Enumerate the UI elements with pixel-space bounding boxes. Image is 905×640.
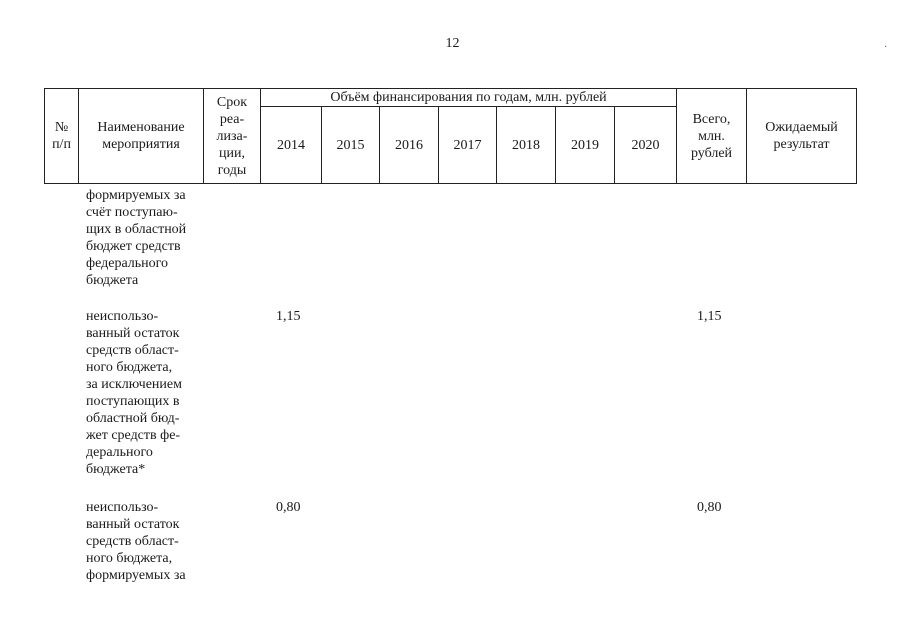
- row-3-value-2014: 0,80: [276, 500, 301, 515]
- header-year-2018: 2018: [497, 107, 556, 184]
- row-3-name: неиспользо- ванный остаток средств област- ного бюджета, формируемых за: [86, 500, 186, 583]
- scan-speck: ·: [884, 42, 888, 53]
- header-year-2017: 2017: [439, 107, 497, 184]
- row-2-value-2014: 1,15: [276, 309, 301, 324]
- row-2-total: 1,15: [697, 309, 722, 324]
- header-num: № п/п: [45, 89, 79, 184]
- page-number: 12: [445, 36, 460, 51]
- header-result: Ожидаемый результат: [747, 89, 857, 184]
- row-3-total: 0,80: [697, 500, 722, 515]
- row-2-name: неиспользо- ванный остаток средств област- ного бюджета, за исключением поступающих в областной бюд- жет средств фе- дерального бюджета*: [86, 309, 182, 477]
- header-year-2020: 2020: [615, 107, 677, 184]
- header-financing: Объём финансирования по годам, млн. рублей: [261, 89, 677, 107]
- header-year-2014: 2014: [261, 107, 322, 184]
- header-total: Всего, млн. рублей: [677, 89, 747, 184]
- row-1-name: формируемых за счёт поступаю- щих в областной бюджет средств федерального бюджета: [86, 188, 187, 288]
- header-year-2016: 2016: [380, 107, 439, 184]
- header-year-2015: 2015: [322, 107, 380, 184]
- header-term: Срок реа- лиза- ции, годы: [204, 89, 261, 184]
- header-name: Наименование мероприятия: [79, 89, 204, 184]
- header-year-2019: 2019: [556, 107, 615, 184]
